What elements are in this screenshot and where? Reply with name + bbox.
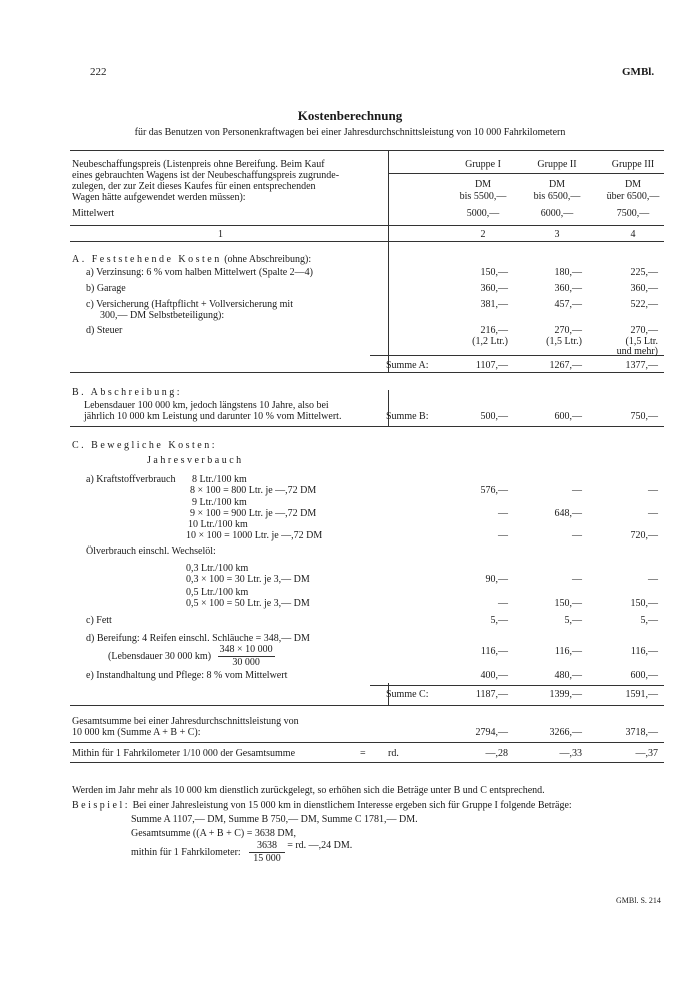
value-note: und mehr) <box>616 346 658 357</box>
mittelwert-value: 6000,— <box>540 208 574 219</box>
currency-label: DM <box>624 179 642 190</box>
item-bereifung-cont: (Lebensdauer 30 000 km) $\frac{348 \times 10 000}{30 000}$ <box>108 644 273 668</box>
value-cell: 457,— <box>554 299 582 310</box>
value-cell: 116,— <box>630 646 658 657</box>
journal-name: GMBl. <box>622 66 655 78</box>
per-km-value: —,37 <box>635 748 658 759</box>
mittelwert-value: 5000,— <box>466 208 500 219</box>
sum-value: 1377,— <box>625 360 658 371</box>
value-note: (1,5 Ltr. <box>625 336 658 347</box>
calc-line: 8 × 100 = 800 Ltr. je —,72 DM <box>190 485 317 496</box>
header-text-line: zulegen, der zur Zeit dieses Kaufes für einen entsprechenden <box>72 181 316 192</box>
header-bottom-rule <box>70 225 664 226</box>
sum-value: 1107,— <box>475 360 508 371</box>
value-cell: 648,— <box>554 508 582 519</box>
calc-line: 0,5 Ltr./100 km <box>186 587 249 598</box>
per-km-equals: = <box>360 748 366 759</box>
note-paragraph: Werden im Jahr mehr als 10 000 km dienstlich zurückgelegt, so erhöhen sich die Beträge unter B und C entsprechend. <box>72 785 545 796</box>
fraction-numerator: 3638 <box>249 840 285 853</box>
column-number: 1 <box>218 229 223 240</box>
footer-reference: GMBl. S. 214 <box>616 896 661 905</box>
total-value: 3266,— <box>549 727 582 738</box>
value-cell: 180,— <box>554 267 582 278</box>
example-text: Bei einer Jahresleistung von 15 000 km in dienstlichem Interesse ergeben sich für Gruppe I folgende Beträge: <box>132 800 572 811</box>
calc-line: 9 × 100 = 900 Ltr. je —,72 DM <box>190 508 317 519</box>
calc-line: 8 Ltr./100 km <box>192 474 247 485</box>
value-cell: 270,— <box>554 325 582 336</box>
header-text-line: eines gebrauchten Wagens ist der Neubeschaffungspreis zugrunde- <box>72 170 340 181</box>
currency-label: DM <box>474 179 492 190</box>
section-a-bottom-rule <box>70 372 664 373</box>
value-cell: 360,— <box>554 283 582 294</box>
example-line <box>72 800 572 812</box>
header-text-line: Wagen hätte aufgewendet werden müssen): <box>72 192 246 203</box>
colnum-rule <box>70 241 664 242</box>
value-cell: — <box>498 598 508 609</box>
section-b-bottom-rule <box>70 426 664 427</box>
value-cell: 150,— <box>630 598 658 609</box>
column-number: 3 <box>554 229 560 240</box>
value-cell: 150,— <box>554 598 582 609</box>
header-text-line: Neubeschaffungspreis (Listenpreis ohne Bereifung. Beim Kauf <box>72 159 325 170</box>
section-b-text: jährlich 10 000 km Leistung und darunter 10 % vom Mittelwert. <box>84 411 342 422</box>
item-oelverbrauch: Ölverbrauch einschl. Wechselöl: <box>86 546 216 557</box>
fraction <box>218 644 275 669</box>
value-cell: 216,— <box>480 325 508 336</box>
calc-line: 0,3 Ltr./100 km <box>186 563 249 574</box>
column-number: 2 <box>480 229 486 240</box>
value-cell: 150,— <box>480 267 508 278</box>
total-value: 2794,— <box>475 727 508 738</box>
table-top-rule <box>70 150 664 151</box>
sum-b-label: Summe B: <box>386 411 429 422</box>
section-b-title: B. Abschreibung: <box>72 387 182 398</box>
group-3-header: Gruppe III <box>611 159 655 170</box>
per-km-value: —,28 <box>485 748 508 759</box>
sum-value: 1267,— <box>549 360 582 371</box>
sum-value: 1399,— <box>549 689 582 700</box>
price-range: über 6500,— <box>606 191 660 202</box>
section-a-title: A. Feststehende Kosten (ohne Abschreibung): <box>72 254 312 265</box>
calc-line: 0,3 × 100 = 30 Ltr. je 3,— DM <box>186 574 310 585</box>
per-km-value: —,33 <box>559 748 582 759</box>
group-header-rule <box>388 173 664 174</box>
price-range: bis 5500,— <box>459 191 507 202</box>
value-cell: — <box>648 508 658 519</box>
value-cell: 480,— <box>554 670 582 681</box>
value-cell: — <box>648 574 658 585</box>
value-cell: — <box>572 530 582 541</box>
value-cell: 720,— <box>630 530 658 541</box>
value-cell: 381,— <box>480 299 508 310</box>
mittelwert-label: Mittelwert <box>72 208 115 219</box>
total-label-cont: 10 000 km (Summe A + B + C): <box>72 727 201 738</box>
fraction-denominator: 30 000 <box>232 657 260 668</box>
value-cell: 270,— <box>630 325 658 336</box>
value-note: (1,2 Ltr.) <box>472 336 508 347</box>
value-cell: 600,— <box>630 670 658 681</box>
item-instandhaltung: e) Instandhaltung und Pflege: 8 % vom Mittelwert <box>86 670 288 681</box>
value-cell: — <box>572 574 582 585</box>
per-km-rd: rd. <box>388 748 399 759</box>
section-c-title: C. Bewegliche Kosten: <box>72 440 217 451</box>
item-versicherung-cont: 300,— DM Selbstbeteiligung): <box>100 310 225 321</box>
calc-line: 10 × 100 = 1000 Ltr. je —,72 DM <box>186 530 323 541</box>
sum-value: 1591,— <box>625 689 658 700</box>
example-line: mithin für 1 Fahrkilometer: $\frac{3638}{15 000}$ = rd. —,24 DM. <box>131 840 353 864</box>
sum-value: 750,— <box>630 411 658 422</box>
value-cell: 90,— <box>485 574 508 585</box>
item-bereifung: d) Bereifung: 4 Reifen einschl. Schläuche = 348,— DM <box>86 633 310 644</box>
value-cell: 360,— <box>630 283 658 294</box>
value-note: (1,5 Ltr.) <box>546 336 582 347</box>
fraction-denominator: 15 000 <box>253 853 281 864</box>
calc-line: 9 Ltr./100 km <box>192 497 247 508</box>
item-fett: c) Fett <box>86 615 112 626</box>
document-title: Kostenberechnung <box>297 108 403 123</box>
section-b-text: Lebensdauer 100 000 km, jedoch längstens 10 Jahre, also bei <box>84 400 329 411</box>
document-subtitle: für das Benutzen von Personenkraftwagen bei einer Jahresdurchschnittsleistung von 10 000 Fahrkilometern <box>134 127 566 138</box>
value-cell: — <box>498 508 508 519</box>
value-cell: 400,— <box>480 670 508 681</box>
value-cell: 116,— <box>480 646 508 657</box>
page-number: 222 <box>90 66 107 78</box>
sum-c-label: Summe C: <box>386 689 429 700</box>
group-2-header: Gruppe II <box>537 159 577 170</box>
mittelwert-value: 7500,— <box>616 208 650 219</box>
item-verzinsung: a) Verzinsung: 6 % vom halben Mittelwert (Spalte 2—4) <box>86 267 313 278</box>
section-c-bottom-rule <box>70 705 664 706</box>
sum-value: 500,— <box>480 411 508 422</box>
item-kraftstoff: a) Kraftstoffverbrauch <box>86 474 176 485</box>
value-cell: 116,— <box>554 646 582 657</box>
item-steuer: d) Steuer <box>86 325 123 336</box>
item-versicherung: c) Versicherung (Haftpflicht + Vollversicherung mit <box>86 299 293 310</box>
value-cell: 576,— <box>480 485 508 496</box>
value-cell: 360,— <box>480 283 508 294</box>
value-cell: 522,— <box>630 299 658 310</box>
currency-label: DM <box>548 179 566 190</box>
sum-value: 1187,— <box>475 689 508 700</box>
value-cell: 5,— <box>490 615 508 626</box>
sum-a-label: Summe A: <box>386 360 429 371</box>
value-cell: 5,— <box>640 615 658 626</box>
value-cell: 225,— <box>630 267 658 278</box>
total-value: 3718,— <box>625 727 658 738</box>
value-cell: — <box>648 485 658 496</box>
value-cell: — <box>572 485 582 496</box>
item-garage: b) Garage <box>86 283 126 294</box>
example-label: Beispiel: <box>72 800 131 811</box>
price-range: bis 6500,— <box>533 191 581 202</box>
per-km-label: Mithin für 1 Fahrkilometer 1/10 000 der Gesamtsumme <box>72 748 296 759</box>
group-1-header: Gruppe I <box>465 159 501 170</box>
calc-line: 10 Ltr./100 km <box>188 519 248 530</box>
column-number: 4 <box>630 229 636 240</box>
table-bottom-rule <box>70 762 664 763</box>
total-bottom-rule <box>70 742 664 743</box>
section-c-subtitle: Jahresverbauch <box>147 455 244 466</box>
total-label: Gesamtsumme bei einer Jahresdurchschnittsleistung von <box>72 716 299 727</box>
sum-value: 600,— <box>554 411 582 422</box>
value-cell: 5,— <box>564 615 582 626</box>
example-line: Gesamtsumme ((A + B + C) = 3638 DM, <box>131 828 296 839</box>
fraction-numerator: 348 × 10 000 <box>219 644 273 655</box>
sum-c-rule <box>370 685 664 686</box>
fraction <box>249 840 285 865</box>
example-line: Summe A 1107,— DM, Summe B 750,— DM, Summe C 1781,— DM. <box>131 814 418 825</box>
value-cell: — <box>498 530 508 541</box>
column-divider <box>388 150 389 372</box>
calc-line: 0,5 × 100 = 50 Ltr. je 3,— DM <box>186 598 310 609</box>
